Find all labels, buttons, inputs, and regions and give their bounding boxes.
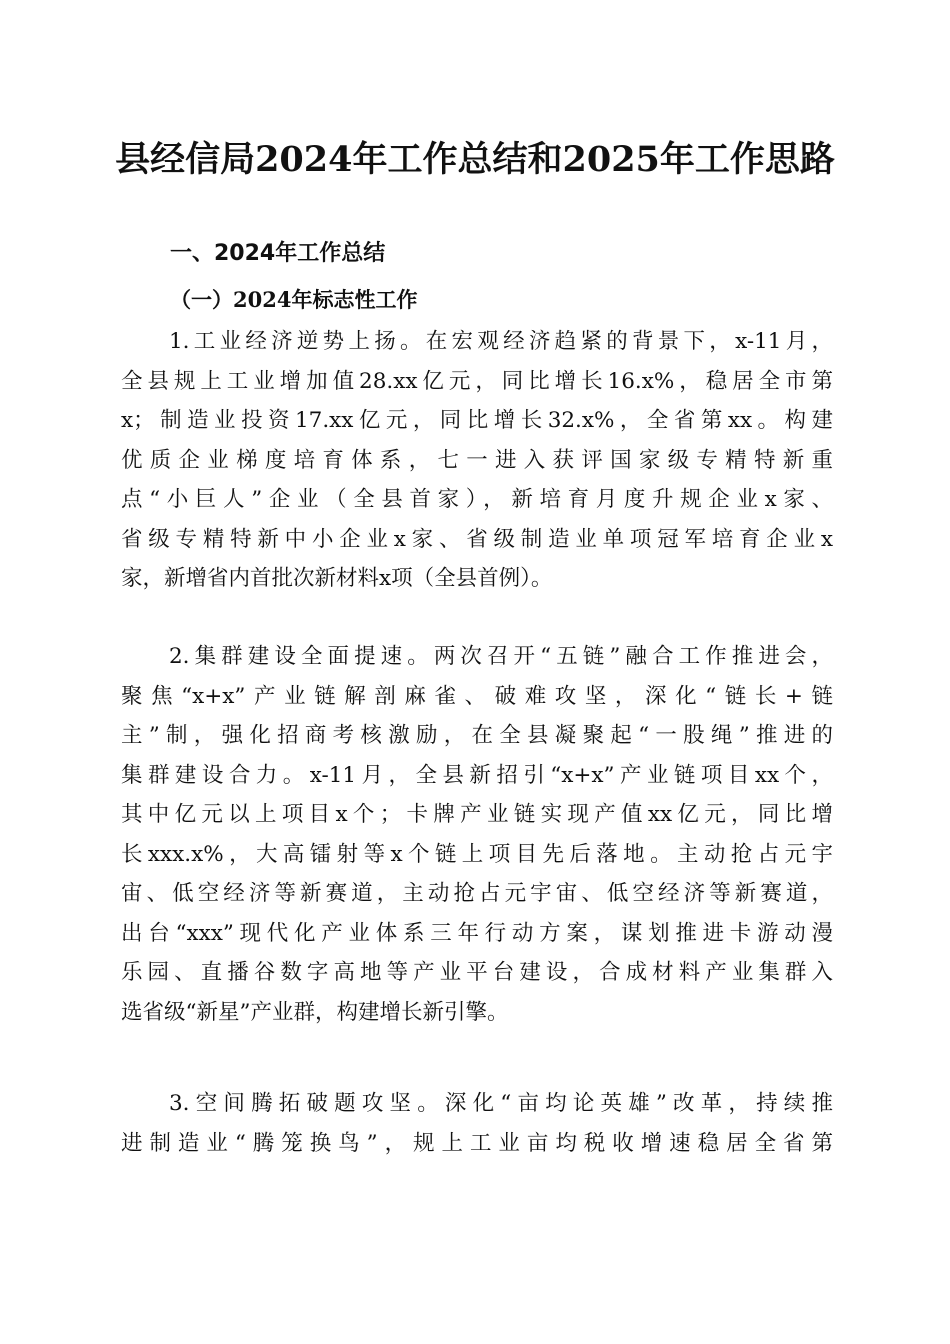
paragraph-line: 进制造业“腾笼换鸟”，规上工业亩均税收增速稳居全省第 [121, 1130, 833, 1156]
paragraph-line: 选省级“新星”产业群，构建增长新引擎。 [121, 999, 509, 1025]
paragraph-3 [121, 1084, 833, 1163]
paragraph-2 [121, 637, 833, 1032]
paragraph-1 [121, 322, 833, 599]
section-heading: 一、2024年工作总结 [170, 241, 386, 266]
subsection-heading: （一）2024年标志性工作 [170, 287, 418, 312]
paragraph-line: 其中亿元以上项目x个；卡牌产业链实现产值xx亿元，同比增 [121, 802, 833, 827]
paragraph-line: 出台“xxx”现代化产业体系三年行动方案，谋划推进卡游动漫 [121, 920, 833, 946]
paragraph-line: 点“小巨人”企业（全县首家），新培育月度升规企业x家、 [121, 487, 833, 512]
document-title: 县经信局2024年工作总结和2025年工作思路 [115, 139, 835, 180]
paragraph-line: 3.空间腾拓破题攻坚。深化“亩均论英雄”改革，持续推 [169, 1091, 833, 1116]
paragraph-line: 1.工业经济逆势上扬。在宏观经济趋紧的背景下，x-11月， [169, 329, 833, 354]
paragraph-line: 全县规上工业增加值28.xx亿元，同比增长16.x%，稳居全市第 [121, 368, 833, 394]
paragraph-line: 聚焦“x+x”产业链解剖麻雀、破难攻坚，深化“链长+链 [121, 683, 833, 709]
paragraph-line: 宙、低空经济等新赛道，主动抢占元宇宙、低空经济等新赛道， [121, 881, 833, 906]
paragraph-line: x；制造业投资17.xx亿元，同比增长32.x%，全省第xx。构建 [121, 408, 833, 433]
paragraph-line: 长xxx.x%，大高镭射等x个链上项目先后落地。主动抢占元宇 [121, 841, 833, 867]
paragraph-line: 优质企业梯度培育体系，七一进入获评国家级专精特新重 [121, 447, 833, 473]
paragraph-line: 家，新增省内首批次新材料x项（全县首例）。 [121, 566, 553, 591]
paragraph-line: 集群建设合力。x-11月，全县新招引“x+x”产业链项目xx个， [121, 762, 833, 788]
paragraph-line: 2.集群建设全面提速。两次召开“五链”融合工作推进会， [169, 644, 833, 669]
paragraph-line: 主”制，强化招商考核激励，在全县凝聚起“一股绳”推进的 [121, 723, 833, 748]
paragraph-line: 省级专精特新中小企业x家、省级制造业单项冠军培育企业x [121, 526, 833, 552]
paragraph-line: 乐园、直播谷数字高地等产业平台建设，合成材料产业集群入 [121, 960, 833, 985]
